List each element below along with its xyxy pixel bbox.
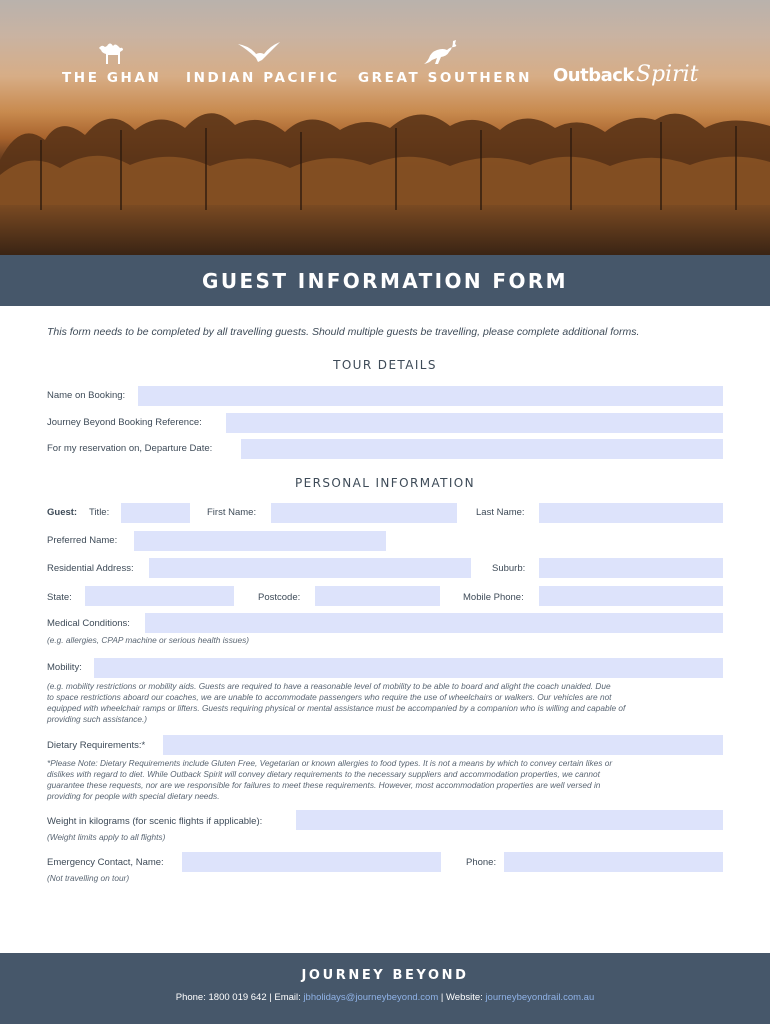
- camel-icon: [96, 38, 126, 66]
- phone-number: 1800 019 642: [208, 992, 267, 1003]
- tour-details-heading: TOUR DETAILS: [333, 358, 437, 372]
- guest-label: [47, 507, 77, 519]
- dietary-requirements-label: Dietary Requirements:*: [47, 740, 146, 751]
- hero-banner: [0, 0, 770, 255]
- emergency-contact-name-field[interactable]: [182, 852, 441, 872]
- medical-conditions-field[interactable]: [145, 613, 723, 633]
- brand-the-ghan: [62, 38, 160, 86]
- state-field[interactable]: [85, 586, 234, 606]
- weight-field[interactable]: [296, 810, 723, 830]
- dietary-note-line: guarantee these requests, nor are we responsible for failures to meet these requirements. However, most accommodation properties are well versed in: [47, 780, 601, 790]
- mobile-phone-label: Mobile Phone:: [463, 592, 524, 603]
- brand-great-southern-label: GREAT SOUTHERN: [358, 70, 532, 86]
- departure-date-label: For my reservation on, Departure Date:: [47, 443, 213, 454]
- eagle-icon: [236, 38, 282, 66]
- website-label: | Website:: [440, 992, 483, 1003]
- footer: [0, 953, 770, 1024]
- page-title: GUEST INFORMATION FORM: [202, 268, 568, 293]
- last-name-field[interactable]: [539, 503, 723, 523]
- suburb-field[interactable]: [539, 558, 723, 578]
- kangaroo-icon: [423, 38, 461, 66]
- mobile-phone-field[interactable]: [539, 586, 723, 606]
- preferred-name-label: Preferred Name:: [47, 535, 118, 546]
- title-bar: [0, 255, 770, 306]
- name-on-booking-field[interactable]: [138, 386, 723, 406]
- name-on-booking-label: Name on Booking:: [47, 390, 126, 401]
- dietary-note-line: dislikes with regard to diet. While Outback Spirit will convey dietary requirements to the necessary suppliers and accommodation properties, we cannot: [47, 769, 600, 779]
- first-name-label: First Name:: [207, 507, 257, 518]
- mobility-note-line: equipped with wheelchair ramps or lifters. Guests requiring physical or mental assistance must be accompanied by a companion who is willing and capable of: [47, 703, 626, 713]
- email-link[interactable]: jbholidays@journeybeyond.com: [303, 992, 439, 1003]
- brand-great-southern: [358, 38, 532, 86]
- intro-text: This form needs to be completed by all travelling guests. Should multiple guests be travelling, please complete additional forms.: [47, 326, 640, 338]
- dietary-note: [47, 758, 612, 802]
- dietary-requirements-field[interactable]: [163, 735, 723, 755]
- postcode-field[interactable]: [315, 586, 440, 606]
- booking-reference-label: Journey Beyond Booking Reference:: [47, 417, 202, 428]
- mobility-note-line: to space restrictions aboard our coaches, we are unable to accommodate passengers who require the use of wheelchairs or walkers. Our vehicles are not: [47, 692, 612, 702]
- last-name-label: Last Name:: [476, 507, 525, 518]
- mobility-note-line: providing such assistance.): [47, 714, 148, 724]
- title-field[interactable]: [121, 503, 190, 523]
- website-link[interactable]: journeybeyondrail.com.au: [485, 992, 595, 1003]
- mobility-field[interactable]: [94, 658, 723, 678]
- residential-address-label: Residential Address:: [47, 563, 134, 574]
- first-name-field[interactable]: [271, 503, 457, 523]
- journey-beyond-logo: JOURNEY BEYOND: [301, 968, 469, 983]
- mobility-note-line: (e.g. mobility restrictions or mobility aids. Guests are required to have a reasonable level of mobility to be able to board and alight the coach unaided. Due: [47, 681, 611, 691]
- emergency-note: (Not travelling on tour): [47, 873, 130, 883]
- dietary-note-line: *Please Note: Dietary Requirements include Gluten Free, Vegetarian or known allergies to food types. It is not a means by which to convey certain likes or: [47, 758, 613, 768]
- departure-date-field[interactable]: [241, 439, 723, 459]
- dietary-note-line: providing for people with special dietary needs.: [47, 791, 220, 801]
- guest-label-text: Guest:: [47, 507, 78, 518]
- preferred-name-field[interactable]: [134, 531, 386, 551]
- brand-outback-word: Outback: [553, 65, 634, 86]
- personal-information-heading: PERSONAL INFORMATION: [294, 476, 476, 490]
- brand-spirit-script: Spirit: [635, 62, 699, 87]
- email-label: | Email:: [269, 992, 301, 1003]
- medical-conditions-label: Medical Conditions:: [47, 618, 130, 629]
- emergency-contact-label: Emergency Contact, Name:: [47, 857, 164, 868]
- emergency-phone-label: Phone:: [466, 857, 497, 868]
- suburb-label: Suburb:: [492, 563, 526, 574]
- emergency-phone-field[interactable]: [504, 852, 723, 872]
- weight-note: (Weight limits apply to all flights): [47, 832, 166, 842]
- state-label: State:: [47, 592, 72, 603]
- brand-the-ghan-label: THE GHAN: [62, 70, 162, 86]
- brand-indian-pacific: [186, 38, 340, 86]
- phone-label: Phone:: [175, 992, 206, 1003]
- footer-contact: [0, 992, 770, 1003]
- mobility-note: [47, 681, 625, 725]
- mobility-label: Mobility:: [47, 662, 82, 673]
- brand-indian-pacific-label: INDIAN PACIFIC: [186, 70, 340, 86]
- brand-outback-spirit: [553, 62, 713, 87]
- title-label: Title:: [89, 507, 110, 518]
- weight-label: Weight in kilograms (for scenic flights if applicable):: [47, 816, 263, 827]
- booking-reference-field[interactable]: [226, 413, 723, 433]
- postcode-label: Postcode:: [258, 592, 301, 603]
- residential-address-field[interactable]: [149, 558, 471, 578]
- medical-note: (e.g. allergies, CPAP machine or serious health issues): [47, 635, 249, 645]
